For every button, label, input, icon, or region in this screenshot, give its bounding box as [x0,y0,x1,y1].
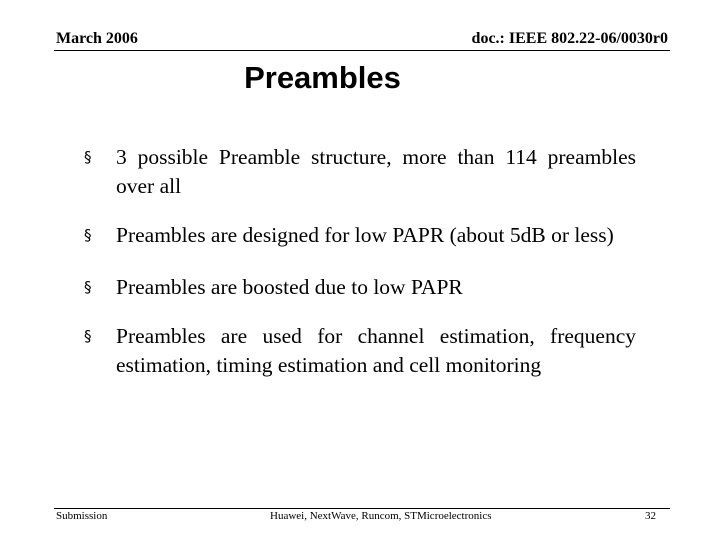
footer-authors: Huawei, NextWave, Runcom, STMicroelectronics [270,510,492,522]
bullet-marker-icon: § [84,226,92,244]
bullet-item [84,322,636,380]
footer-submission: Submission [56,510,108,522]
bullet-item [84,143,636,201]
bullet-text: Preambles are used for channel estimation, frequency estimation, timing estimation and cell monitoring [116,324,636,377]
bullet-marker-icon: § [84,327,92,345]
header-doc-id: doc.: IEEE 802.22-06/0030r0 [471,30,668,47]
header-divider [54,50,670,51]
bullet-text: 3 possible Preamble structure, more than 114 preambles over all [116,145,636,198]
bullet-text: Preambles are boosted due to low PAPR [116,275,463,299]
bullet-text: Preambles are designed for low PAPR (about 5dB or less) [116,223,614,247]
footer-page-number: 32 [645,510,656,522]
bullet-item [84,273,636,302]
footer-divider [54,508,670,509]
bullet-item [84,221,636,250]
bullet-list [84,143,636,400]
bullet-marker-icon: § [84,148,92,166]
header-date: March 2006 [56,30,138,47]
slide-title: Preambles [244,60,401,95]
bullet-marker-icon: § [84,278,92,296]
